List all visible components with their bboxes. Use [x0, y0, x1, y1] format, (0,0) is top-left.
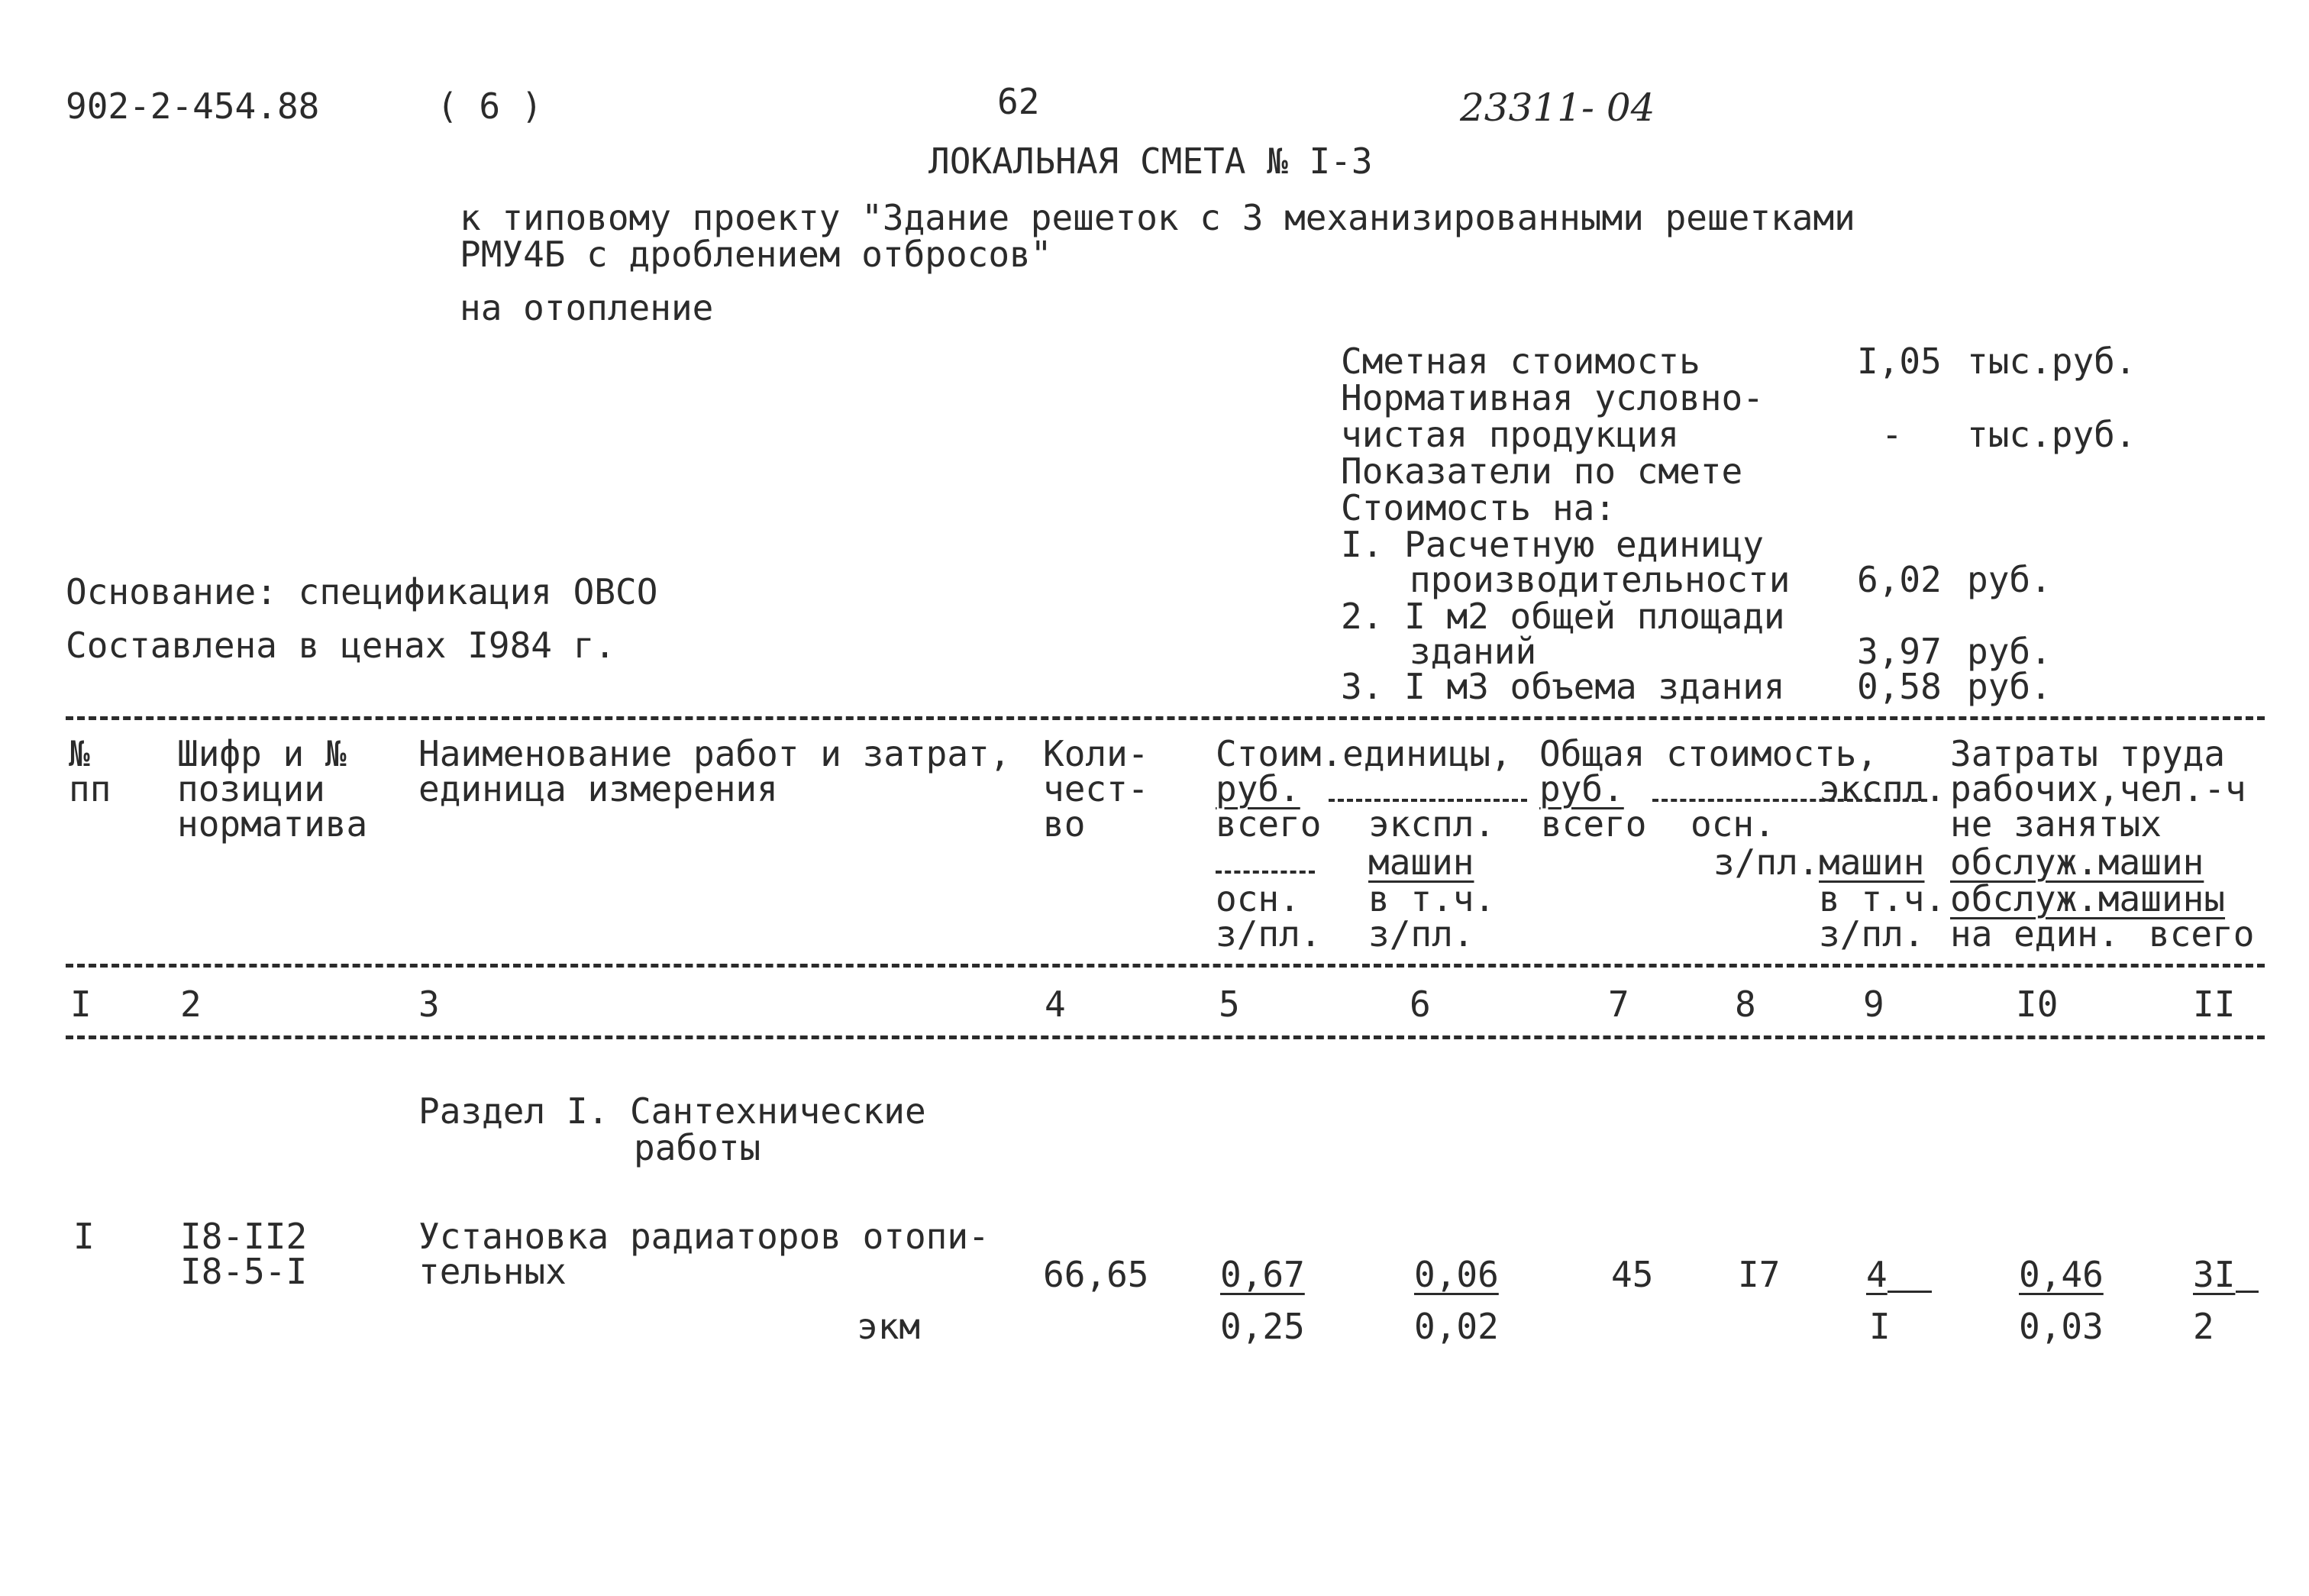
col8-header-b: з/пл. — [1713, 842, 1820, 883]
col6-header-a: экспл. — [1368, 803, 1496, 845]
total-cost-header: Общая стоимость, — [1539, 733, 1878, 774]
summary-net-label-a: Нормативная условно- — [1341, 377, 1764, 418]
summary-cost-value: I,05 — [1857, 341, 1942, 382]
row-col5-wages: 0,25 — [1220, 1306, 1305, 1347]
col-number-10: I0 — [2016, 984, 2059, 1025]
col-number-2: 2 — [180, 984, 202, 1025]
col-number-11: II — [2193, 984, 2236, 1025]
col9-header-b: машин — [1819, 842, 1925, 883]
summary-item-1b: производительности — [1410, 559, 1791, 600]
row-col6-machines: 0,06 — [1414, 1254, 1499, 1295]
summary-item-3-value: 0,58 — [1857, 666, 1942, 707]
row-col11-rule — [2236, 1291, 2259, 1293]
summary-indicators: Показатели по смете — [1341, 451, 1743, 492]
col9-header-a: экспл. — [1819, 768, 1946, 809]
summary-item-1-unit: руб. — [1967, 559, 2052, 600]
section-heading-1: Раздел I. Сантехнические — [418, 1090, 926, 1132]
col-number-9: 9 — [1863, 984, 1884, 1025]
row-sub-label: экм — [857, 1306, 921, 1347]
section-heading-2: работы — [634, 1127, 761, 1168]
row-col5-total: 0,67 — [1220, 1254, 1305, 1295]
summary-item-2b: зданий — [1410, 631, 1537, 672]
document-title: ЛОКАЛЬНАЯ СМЕТА № I-3 — [928, 141, 1373, 182]
row-col9-wages: I — [1869, 1306, 1891, 1347]
col-number-7: 7 — [1608, 984, 1629, 1025]
summary-item-2-value: 3,97 — [1857, 631, 1942, 672]
col-number-4: 4 — [1045, 984, 1066, 1025]
summary-net-value: - — [1881, 414, 1903, 455]
estimate-subject: на отопление — [460, 287, 714, 328]
row-col11-total: 3I — [2193, 1254, 2236, 1295]
row-code-2: I8-5-I — [180, 1251, 308, 1292]
summary-item-2-unit: руб. — [1967, 631, 2052, 672]
row-number: I — [73, 1216, 95, 1257]
page-number: 62 — [997, 81, 1040, 122]
basis-line: Основание: спецификация ОВСО — [66, 571, 658, 612]
col5-header-a: всего — [1216, 803, 1322, 845]
summary-item-1-value: 6,02 — [1857, 559, 1942, 600]
row-col11-sub: 2 — [2193, 1306, 2214, 1347]
summary-net-label-b: чистая продукция — [1341, 414, 1680, 455]
col4-header-c: во — [1043, 803, 1086, 845]
row-name-1: Установка радиаторов отопи- — [418, 1216, 990, 1257]
row-code-1: I8-II2 — [180, 1216, 308, 1257]
col7-header-a: всего — [1541, 803, 1647, 845]
summary-item-2a: 2. I м2 общей площади — [1341, 596, 1785, 637]
col6-header-c: в т.ч. — [1368, 878, 1496, 919]
row-col9-machines: 4 — [1866, 1254, 1888, 1295]
unit-cost-rule — [1329, 799, 1527, 802]
labor-header-b: рабочих,чел.-ч — [1950, 768, 2246, 809]
col5-header-rule — [1216, 871, 1315, 874]
col8-header-a: осн. — [1691, 803, 1775, 845]
col-number-5: 5 — [1219, 984, 1240, 1025]
row-col7-total: 45 — [1611, 1254, 1654, 1295]
row-col6-wages: 0,02 — [1414, 1306, 1499, 1347]
col-number-8: 8 — [1735, 984, 1756, 1025]
project-line-2: РМУ4Б с дроблением отбросов" — [460, 234, 1052, 275]
col1-header-a: № — [69, 733, 90, 774]
summary-cost-unit: тыс.руб. — [1967, 341, 2136, 382]
summary-item-1a: I. Расчетную единицу — [1341, 524, 1764, 565]
col3-header-a: Наименование работ и затрат, — [418, 733, 1011, 774]
summary-item-3: 3. I м3 объема здания — [1341, 666, 1785, 707]
table-top-rule — [66, 716, 2265, 720]
row-col8-wages: I7 — [1738, 1254, 1781, 1295]
col6-header-d: з/пл. — [1368, 913, 1474, 955]
col9-header-c: в т.ч. — [1819, 878, 1946, 919]
col-number-1: I — [70, 984, 92, 1025]
labor-header-a: Затраты труда — [1950, 733, 2226, 774]
col11-header-d: всего — [2149, 913, 2255, 955]
col5-header-b: осн. — [1216, 878, 1300, 919]
summary-item-3-unit: руб. — [1967, 666, 2052, 707]
header-bottom-rule — [66, 964, 2265, 968]
project-line-1: к типовому проекту "Здание решеток с 3 механизированными решетками — [460, 197, 1855, 238]
archive-number: 23311- 04 — [1460, 86, 1655, 130]
summary-cost-per: Стоимость на: — [1341, 487, 1616, 528]
part-number: ( 6 ) — [437, 86, 543, 127]
col4-header-a: Коли- — [1043, 733, 1149, 774]
total-cost-unit: руб. — [1539, 768, 1624, 809]
row-col10-sub: 0,03 — [2019, 1306, 2104, 1347]
column-numbers-bottom-rule — [66, 1035, 2265, 1039]
col10-header-a: не занятых — [1950, 803, 2162, 845]
col-number-3: 3 — [418, 984, 440, 1025]
col9-header-d: з/пл. — [1819, 913, 1925, 955]
col10-header-b: обслуж.машин — [1950, 842, 2204, 883]
row-name-2: тельных — [418, 1251, 567, 1292]
summary-net-unit: тыс.руб. — [1967, 414, 2136, 455]
summary-cost-label: Сметная стоимость — [1341, 341, 1700, 382]
col2-header-c: норматива — [177, 803, 368, 845]
col2-header-a: Шифр и № — [177, 733, 347, 774]
col3-header-b: единица измерения — [418, 768, 778, 809]
col4-header-b: чест- — [1043, 768, 1149, 809]
col6-header-b: машин — [1368, 842, 1474, 883]
col-number-6: 6 — [1410, 984, 1431, 1025]
prices-line: Составлена в ценах I984 г. — [66, 625, 616, 666]
col10-header-c: обслуж.машины — [1950, 878, 2226, 919]
row-col9-rule — [1888, 1291, 1932, 1293]
col2-header-b: позиции — [177, 768, 325, 809]
col10-header-d: на един. — [1950, 913, 2120, 955]
unit-cost-unit: руб. — [1216, 768, 1300, 809]
row-quantity: 66,65 — [1043, 1254, 1149, 1295]
document-code: 902-2-454.88 — [66, 86, 320, 127]
col1-header-b: пп — [69, 768, 111, 809]
unit-cost-header: Стоим.единицы, — [1216, 733, 1512, 774]
col5-header-c: з/пл. — [1216, 913, 1322, 955]
row-col10-per-unit: 0,46 — [2019, 1254, 2104, 1295]
